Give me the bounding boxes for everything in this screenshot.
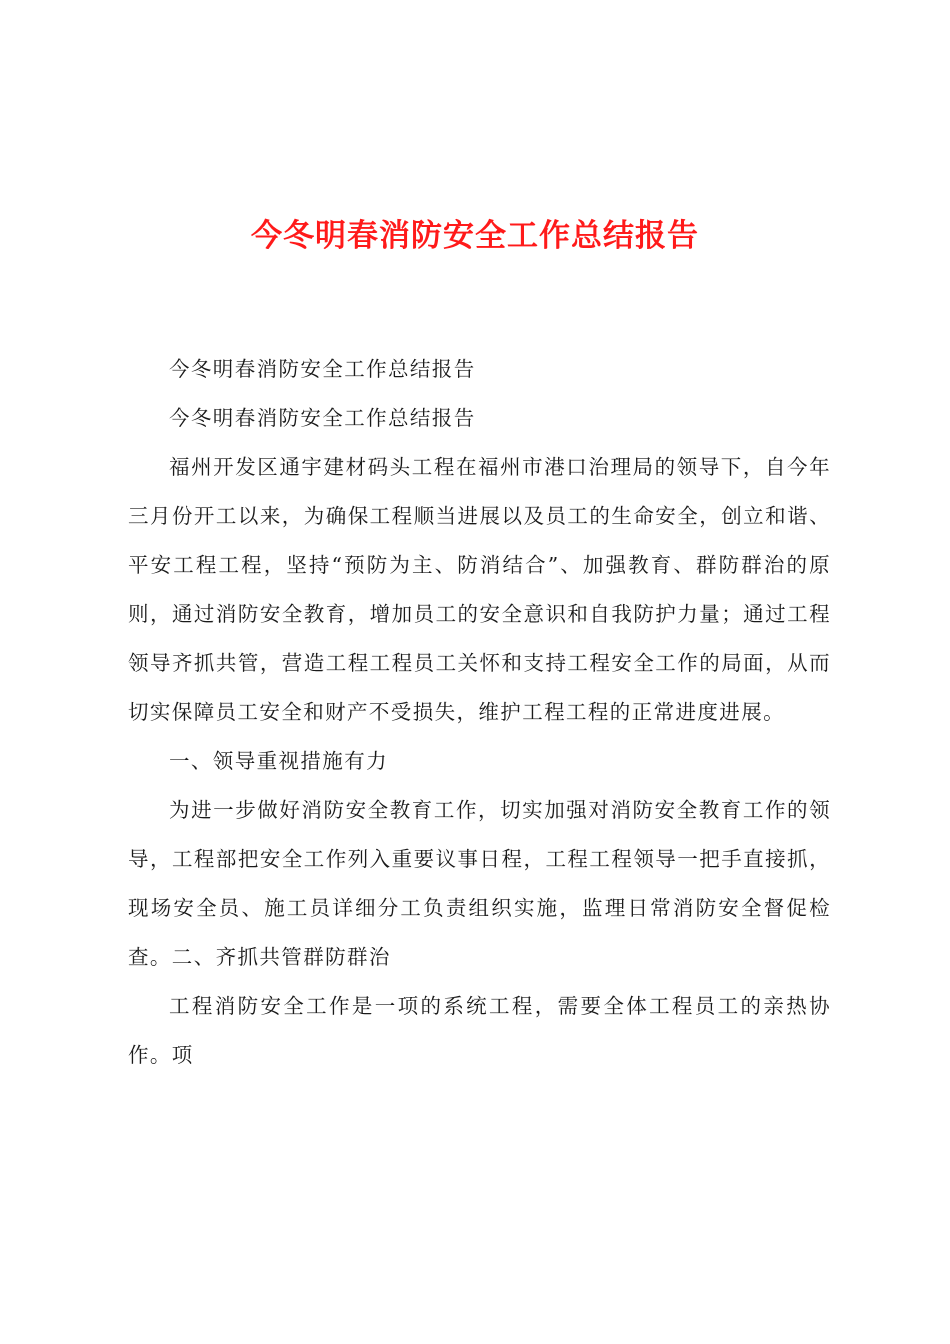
section-heading: 一、领导重视措施有力 <box>169 749 388 773</box>
body-paragraph: 今冬明春消防安全工作总结报告 <box>169 357 476 381</box>
body-paragraph: 福州开发区通宇建材码头工程在福州市港口治理局的领导下，自今年三月份开工以来，为确保工程顺当进展以及员工的生命安全，创立和谐、平安工程工程，坚持“预防为主、防消结合”、加强教育、群防群治的原则，通过消防安全教育，增加员工的安全意识和自我防护力量；通过工程领导齐抓共管，营造工程工程员工关怀和支持工程安全工作的局面，从而切实保障员工安全和财产不受损失，维护工程工程的正常进度进展。 <box>128 455 831 724</box>
body-paragraph: 工程消防安全工作是一项的系统工程，需要全体工程员工的亲热协作。项 <box>128 994 831 1067</box>
body-paragraph: 为进一步做好消防安全教育工作，切实加强对消防安全教育工作的领导，工程部把安全工作列入重要议事日程，工程工程领导一把手直接抓，现场安全员、施工员详细分工负责组织实施，监理日常消防安全督促检查。二、齐抓共管群防群治 <box>128 798 831 969</box>
document-body <box>128 345 831 1080</box>
body-paragraph: 今冬明春消防安全工作总结报告 <box>169 406 476 430</box>
document-title: 今冬明春消防安全工作总结报告 <box>251 218 699 254</box>
